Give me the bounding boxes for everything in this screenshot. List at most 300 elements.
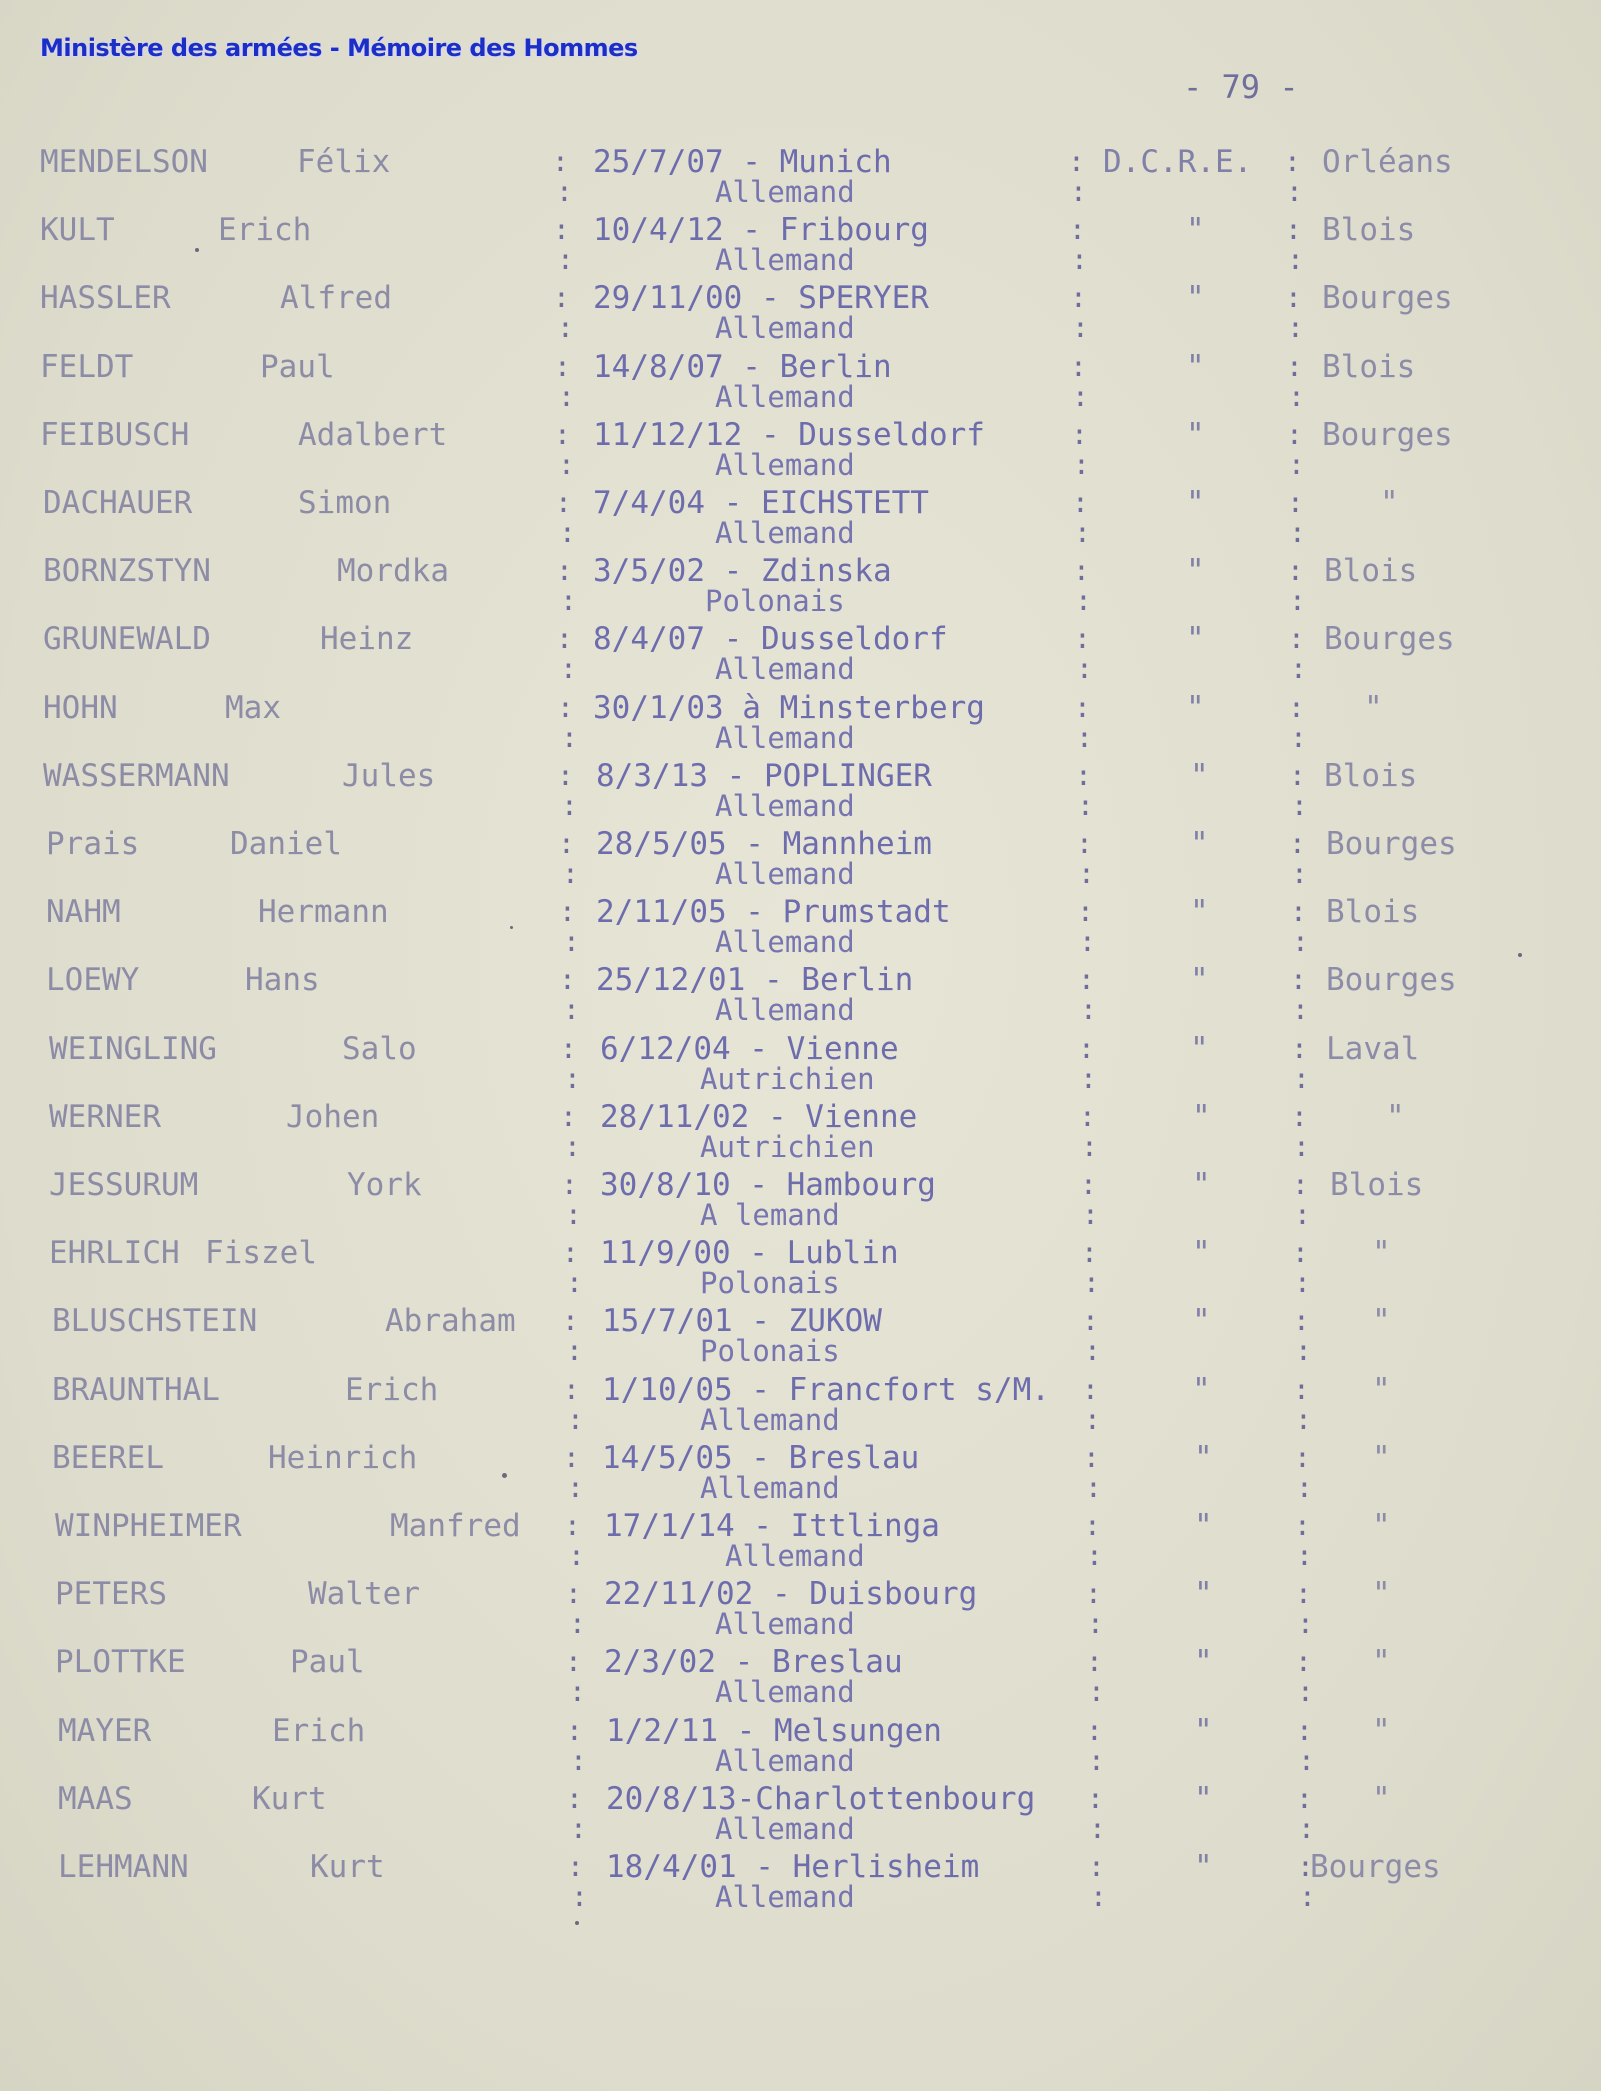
surname: Prais [46, 826, 140, 862]
colon-separator: : [564, 1509, 581, 1542]
colon-separator: : [1088, 1850, 1105, 1883]
nationality: Allemand [715, 721, 855, 755]
colon-separator: : [1289, 827, 1306, 860]
surname: LOEWY [46, 962, 140, 998]
colon-separator: : [1288, 448, 1305, 481]
given-name: Erich [272, 1713, 366, 1749]
birth-date-place: 10/4/12 - Fribourg [593, 212, 929, 248]
nationality: Allemand [715, 652, 855, 686]
colon-separator: : [566, 1334, 583, 1367]
colon-separator: : [1072, 311, 1089, 344]
colon-separator: : [559, 516, 576, 549]
nationality: Allemand [715, 243, 855, 277]
given-name: Jules [342, 758, 436, 794]
nationality: Allemand [715, 1607, 855, 1641]
nationality: Allemand [715, 925, 855, 959]
colon-separator: : [558, 380, 575, 413]
birth-date-place: 6/12/04 - Vienne [600, 1031, 899, 1067]
birth-date-place: 1/2/11 - Melsungen [606, 1713, 942, 1749]
nationality: Allemand [715, 1744, 855, 1778]
colon-separator: : [1079, 925, 1096, 958]
colon-separator: : [1078, 1032, 1095, 1065]
colon-separator: : [1087, 1782, 1104, 1815]
unit-designation: " [1186, 349, 1205, 385]
birth-date-place: 30/8/10 - Hambourg [600, 1167, 936, 1203]
birth-date-place: 28/11/02 - Vienne [600, 1099, 918, 1135]
colon-separator: : [1286, 418, 1303, 451]
colon-separator: : [1295, 1403, 1312, 1436]
colon-separator: : [560, 1100, 577, 1133]
assignment-place: Bourges [1322, 417, 1453, 453]
assignment-place: Blois [1330, 1167, 1424, 1203]
colon-separator: : [567, 1850, 584, 1883]
unit-designation: " [1194, 1644, 1213, 1680]
colon-separator: : [557, 243, 574, 276]
given-name: Abraham [385, 1303, 516, 1339]
given-name: Paul [260, 349, 335, 385]
unit-designation: " [1190, 894, 1209, 930]
colon-separator: : [558, 827, 575, 860]
nationality: Allemand [715, 380, 855, 414]
colon-separator: : [1071, 243, 1088, 276]
colon-separator: : [1077, 895, 1094, 928]
assignment-place: " [1372, 1713, 1391, 1749]
birth-date-place: 11/12/12 - Dusseldorf [593, 417, 985, 453]
colon-separator: : [556, 622, 573, 655]
unit-designation: " [1194, 1576, 1213, 1612]
page-number: - 79 - [1183, 68, 1299, 106]
assignment-place: Blois [1322, 212, 1416, 248]
colon-separator: : [554, 418, 571, 451]
given-name: Daniel [230, 826, 342, 862]
assignment-place: Bourges [1322, 280, 1453, 316]
unit-designation: " [1186, 621, 1205, 657]
colon-separator: : [1076, 827, 1093, 860]
colon-separator: : [1088, 1675, 1105, 1708]
surname: LEHMANN [58, 1849, 189, 1885]
colon-separator: : [1079, 1100, 1096, 1133]
assignment-place: " [1372, 1235, 1391, 1271]
colon-separator: : [1082, 1198, 1099, 1231]
birth-date-place: 3/5/02 - Zdinska [593, 553, 892, 589]
colon-separator: : [1076, 721, 1093, 754]
assignment-place: Bourges [1326, 826, 1457, 862]
colon-separator: : [1082, 1373, 1099, 1406]
colon-separator: : [1078, 963, 1095, 996]
given-name: Hans [245, 962, 320, 998]
nationality: Autrichien [700, 1062, 875, 1096]
assignment-place: " [1372, 1644, 1391, 1680]
colon-separator: : [1077, 789, 1094, 822]
given-name: Kurt [252, 1781, 327, 1817]
colon-separator: : [1080, 1168, 1097, 1201]
assignment-place: " [1372, 1303, 1391, 1339]
colon-separator: : [1291, 789, 1308, 822]
surname: WERNER [49, 1099, 161, 1135]
given-name: Heinz [320, 621, 414, 657]
archive-watermark: Ministère des armées - Mémoire des Hommes [40, 34, 638, 62]
unit-designation: " [1186, 485, 1205, 521]
colon-separator: : [1288, 691, 1305, 724]
colon-separator: : [1086, 1539, 1103, 1572]
nationality: Allemand [700, 1471, 840, 1505]
colon-separator: : [557, 311, 574, 344]
colon-separator: : [567, 1471, 584, 1504]
nationality: Allemand [715, 789, 855, 823]
colon-separator: : [1293, 1304, 1310, 1337]
colon-separator: : [1073, 554, 1090, 587]
nationality: Polonais [700, 1334, 840, 1368]
colon-separator: : [1293, 1373, 1310, 1406]
colon-separator: : [1291, 1032, 1308, 1065]
colon-separator: : [1289, 516, 1306, 549]
colon-separator: : [1292, 993, 1309, 1026]
nationality: Allemand [715, 175, 855, 209]
colon-separator: : [1070, 281, 1087, 314]
colon-separator: : [1290, 963, 1307, 996]
colon-separator: : [1296, 1714, 1313, 1747]
assignment-place: Blois [1324, 758, 1418, 794]
surname: FELDT [40, 349, 134, 385]
nationality: Allemand [715, 311, 855, 345]
assignment-place: Bourges [1324, 621, 1455, 657]
colon-separator: : [1285, 213, 1302, 246]
colon-separator: : [1084, 1509, 1101, 1542]
colon-separator: : [1292, 1168, 1309, 1201]
colon-separator: : [1296, 1782, 1313, 1815]
colon-separator: : [1287, 311, 1304, 344]
assignment-place: Blois [1322, 349, 1416, 385]
colon-separator: : [1291, 857, 1308, 890]
assignment-place: " [1372, 1508, 1391, 1544]
colon-separator: : [1290, 895, 1307, 928]
nationality: Allemand [725, 1539, 865, 1573]
assignment-place: " [1372, 1372, 1391, 1408]
surname: WASSERMANN [43, 758, 230, 794]
colon-separator: : [1070, 175, 1087, 208]
surname: WEINGLING [49, 1031, 217, 1067]
birth-date-place: 8/4/07 - Dusseldorf [593, 621, 948, 657]
colon-separator: : [1083, 1266, 1100, 1299]
surname: MENDELSON [40, 144, 208, 180]
colon-separator: : [1090, 1880, 1107, 1913]
nationality: Allemand [715, 448, 855, 482]
assignment-place: Bourges [1310, 1849, 1441, 1885]
ink-speck [502, 1473, 507, 1478]
unit-designation: " [1186, 417, 1205, 453]
birth-date-place: 30/1/03 à Minsterberg [593, 690, 985, 726]
colon-separator: : [564, 1130, 581, 1163]
nationality: Polonais [705, 584, 845, 618]
colon-separator: : [1081, 1130, 1098, 1163]
colon-separator: : [562, 1236, 579, 1269]
colon-separator: : [1080, 993, 1097, 1026]
colon-separator: : [552, 145, 569, 178]
colon-separator: : [1081, 1236, 1098, 1269]
birth-date-place: 20/8/13-Charlottenbourg [606, 1781, 1036, 1817]
nationality: Polonais [700, 1266, 840, 1300]
colon-separator: : [558, 448, 575, 481]
surname: BEEREL [52, 1440, 164, 1476]
nationality: Autrichien [700, 1130, 875, 1164]
colon-separator: : [563, 1441, 580, 1474]
colon-separator: : [1085, 1471, 1102, 1504]
colon-separator: : [563, 1373, 580, 1406]
surname: MAAS [58, 1781, 133, 1817]
ink-speck [510, 926, 513, 929]
colon-separator: : [1076, 652, 1093, 685]
colon-separator: : [553, 213, 570, 246]
nationality: A lemand [700, 1198, 840, 1232]
unit-designation: " [1190, 1031, 1209, 1067]
colon-separator: : [1284, 145, 1301, 178]
colon-separator: : [1294, 1266, 1311, 1299]
birth-date-place: 14/8/07 - Berlin [593, 349, 892, 385]
unit-designation: " [1190, 826, 1209, 862]
surname: JESSURUM [49, 1167, 199, 1203]
given-name: Kurt [310, 1849, 385, 1885]
given-name: Paul [290, 1644, 365, 1680]
given-name: Adalbert [298, 417, 448, 453]
given-name: Hermann [258, 894, 389, 930]
birth-date-place: 22/11/02 - Duisbourg [604, 1576, 978, 1612]
surname: BRAUNTHAL [52, 1372, 220, 1408]
surname: BORNZSTYN [43, 553, 211, 589]
colon-separator: : [563, 925, 580, 958]
colon-separator: : [1084, 1334, 1101, 1367]
colon-separator: : [565, 1577, 582, 1610]
colon-separator: : [1089, 1812, 1106, 1845]
unit-designation: " [1190, 962, 1209, 998]
colon-separator: : [557, 759, 574, 792]
birth-date-place: 2/3/02 - Breslau [604, 1644, 903, 1680]
colon-separator: : [1285, 281, 1302, 314]
unit-designation: " [1194, 1713, 1213, 1749]
colon-separator: : [1075, 759, 1092, 792]
colon-separator: : [1080, 1062, 1097, 1095]
birth-date-place: 7/4/04 - EICHSTETT [593, 485, 929, 521]
colon-separator: : [1070, 350, 1087, 383]
colon-separator: : [1088, 1744, 1105, 1777]
given-name: Heinrich [268, 1440, 418, 1476]
given-name: Salo [342, 1031, 417, 1067]
colon-separator: : [561, 721, 578, 754]
colon-separator: : [555, 486, 572, 519]
unit-designation: " [1192, 1303, 1211, 1339]
colon-separator: : [563, 993, 580, 1026]
given-name: Alfred [280, 280, 392, 316]
ink-speck [1518, 953, 1522, 957]
colon-separator: : [1293, 1130, 1310, 1163]
nationality: Allemand [715, 993, 855, 1027]
assignment-place: Bourges [1326, 962, 1457, 998]
given-name: Walter [308, 1576, 420, 1612]
birth-date-place: 15/7/01 - ZUKOW [602, 1303, 882, 1339]
colon-separator: : [1074, 516, 1091, 549]
colon-separator: : [1297, 1675, 1314, 1708]
colon-separator: : [1286, 175, 1303, 208]
unit-designation: " [1194, 1781, 1213, 1817]
given-name: Erich [218, 212, 312, 248]
surname: DACHAUER [43, 485, 193, 521]
colon-separator: : [565, 1198, 582, 1231]
colon-separator: : [1075, 584, 1092, 617]
given-name: Félix [297, 144, 391, 180]
colon-separator: : [1290, 721, 1307, 754]
unit-designation: " [1192, 1167, 1211, 1203]
colon-separator: : [562, 1304, 579, 1337]
assignment-place: Blois [1326, 894, 1420, 930]
colon-separator: : [1086, 1714, 1103, 1747]
colon-separator: : [1074, 622, 1091, 655]
nationality: Allemand [715, 1880, 855, 1914]
colon-separator: : [1295, 1645, 1312, 1678]
assignment-place: " [1372, 1781, 1391, 1817]
unit-designation: " [1194, 1440, 1213, 1476]
given-name: Erich [345, 1372, 439, 1408]
birth-date-place: 2/11/05 - Prumstadt [596, 894, 951, 930]
birth-date-place: 17/1/14 - Ittlinga [604, 1508, 940, 1544]
given-name: Max [225, 690, 281, 726]
assignment-place: " [1386, 1099, 1405, 1135]
colon-separator: : [1290, 652, 1307, 685]
colon-separator: : [1292, 925, 1309, 958]
colon-separator: : [569, 1607, 586, 1640]
colon-separator: : [1296, 1539, 1313, 1572]
surname: HOHN [43, 690, 118, 726]
birth-date-place: 29/11/00 - SPERYER [593, 280, 929, 316]
colon-separator: : [566, 1782, 583, 1815]
colon-separator: : [1294, 1441, 1311, 1474]
colon-separator: : [569, 1675, 586, 1708]
colon-separator: : [1082, 1304, 1099, 1337]
colon-separator: : [1072, 380, 1089, 413]
unit-designation: " [1194, 1508, 1213, 1544]
colon-separator: : [560, 584, 577, 617]
colon-separator: : [1297, 1607, 1314, 1640]
unit-designation: " [1194, 1849, 1213, 1885]
colon-separator: : [1083, 1441, 1100, 1474]
surname: EHRLICH [49, 1235, 180, 1271]
colon-separator: : [1078, 857, 1095, 890]
colon-separator: : [1295, 1577, 1312, 1610]
assignment-place: " [1372, 1576, 1391, 1612]
given-name: Johen [286, 1099, 380, 1135]
given-name: Fiszel [205, 1235, 317, 1271]
colon-separator: : [560, 1032, 577, 1065]
assignment-place: " [1364, 690, 1383, 726]
colon-separator: : [556, 175, 573, 208]
surname: GRUNEWALD [43, 621, 211, 657]
assignment-place: Orléans [1322, 144, 1453, 180]
colon-separator: : [1299, 1880, 1316, 1913]
colon-separator: : [1085, 1577, 1102, 1610]
colon-separator: : [561, 1168, 578, 1201]
assignment-place: " [1372, 1440, 1391, 1476]
birth-date-place: 1/10/05 - Francfort s/M. [602, 1372, 1050, 1408]
birth-date-place: 18/4/01 - Herlisheim [606, 1849, 980, 1885]
unit-designation: " [1192, 1099, 1211, 1135]
surname: PETERS [55, 1576, 167, 1612]
colon-separator: : [565, 1645, 582, 1678]
colon-separator: : [554, 350, 571, 383]
birth-date-place: 25/7/07 - Munich [593, 144, 892, 180]
colon-separator: : [566, 1714, 583, 1747]
colon-separator: : [570, 1812, 587, 1845]
colon-separator: : [556, 554, 573, 587]
colon-separator: : [567, 1403, 584, 1436]
unit-designation: D.C.R.E. [1103, 144, 1253, 180]
surname: KULT [40, 212, 115, 248]
ink-speck [575, 1921, 579, 1925]
colon-separator: : [561, 789, 578, 822]
colon-separator: : [553, 281, 570, 314]
nationality: Allemand [715, 516, 855, 550]
assignment-place: Blois [1324, 553, 1418, 589]
colon-separator: : [559, 895, 576, 928]
given-name: Simon [298, 485, 392, 521]
colon-separator: : [1287, 486, 1304, 519]
assignment-place: " [1380, 485, 1399, 521]
unit-designation: " [1186, 553, 1205, 589]
nationality: Allemand [700, 1403, 840, 1437]
colon-separator: : [1069, 213, 1086, 246]
birth-date-place: 28/5/05 - Mannheim [596, 826, 932, 862]
surname: PLOTTKE [55, 1644, 186, 1680]
colon-separator: : [1298, 1744, 1315, 1777]
given-name: Manfred [390, 1508, 521, 1544]
colon-separator: : [1074, 691, 1091, 724]
surname: WINPHEIMER [55, 1508, 242, 1544]
colon-separator: : [1084, 1403, 1101, 1436]
colon-separator: : [1289, 759, 1306, 792]
unit-designation: " [1192, 1372, 1211, 1408]
colon-separator: : [1287, 554, 1304, 587]
colon-separator: : [1294, 1198, 1311, 1231]
surname: HASSLER [40, 280, 171, 316]
given-name: York [347, 1167, 422, 1203]
colon-separator: : [1072, 486, 1089, 519]
surname: NAHM [46, 894, 121, 930]
colon-separator: : [1287, 243, 1304, 276]
colon-separator: : [570, 1744, 587, 1777]
nationality: Allemand [715, 1812, 855, 1846]
birth-date-place: 11/9/00 - Lublin [600, 1235, 899, 1271]
colon-separator: : [568, 1539, 585, 1572]
colon-separator: : [1087, 1607, 1104, 1640]
colon-separator: : [1298, 1812, 1315, 1845]
surname: BLUSCHSTEIN [52, 1303, 258, 1339]
colon-separator: : [1288, 622, 1305, 655]
surname: MAYER [58, 1713, 152, 1749]
colon-separator: : [557, 691, 574, 724]
colon-separator: : [1071, 418, 1088, 451]
colon-separator: : [559, 963, 576, 996]
colon-separator: : [1293, 1062, 1310, 1095]
colon-separator: : [1294, 1509, 1311, 1542]
birth-date-place: 14/5/05 - Breslau [602, 1440, 920, 1476]
colon-separator: : [1297, 1850, 1314, 1883]
unit-designation: " [1186, 280, 1205, 316]
unit-designation: " [1186, 690, 1205, 726]
unit-designation: " [1186, 212, 1205, 248]
assignment-place: Laval [1326, 1031, 1420, 1067]
colon-separator: : [564, 1062, 581, 1095]
colon-separator: : [1086, 1645, 1103, 1678]
colon-separator: : [1073, 448, 1090, 481]
unit-designation: " [1190, 758, 1209, 794]
birth-date-place: 25/12/01 - Berlin [596, 962, 914, 998]
